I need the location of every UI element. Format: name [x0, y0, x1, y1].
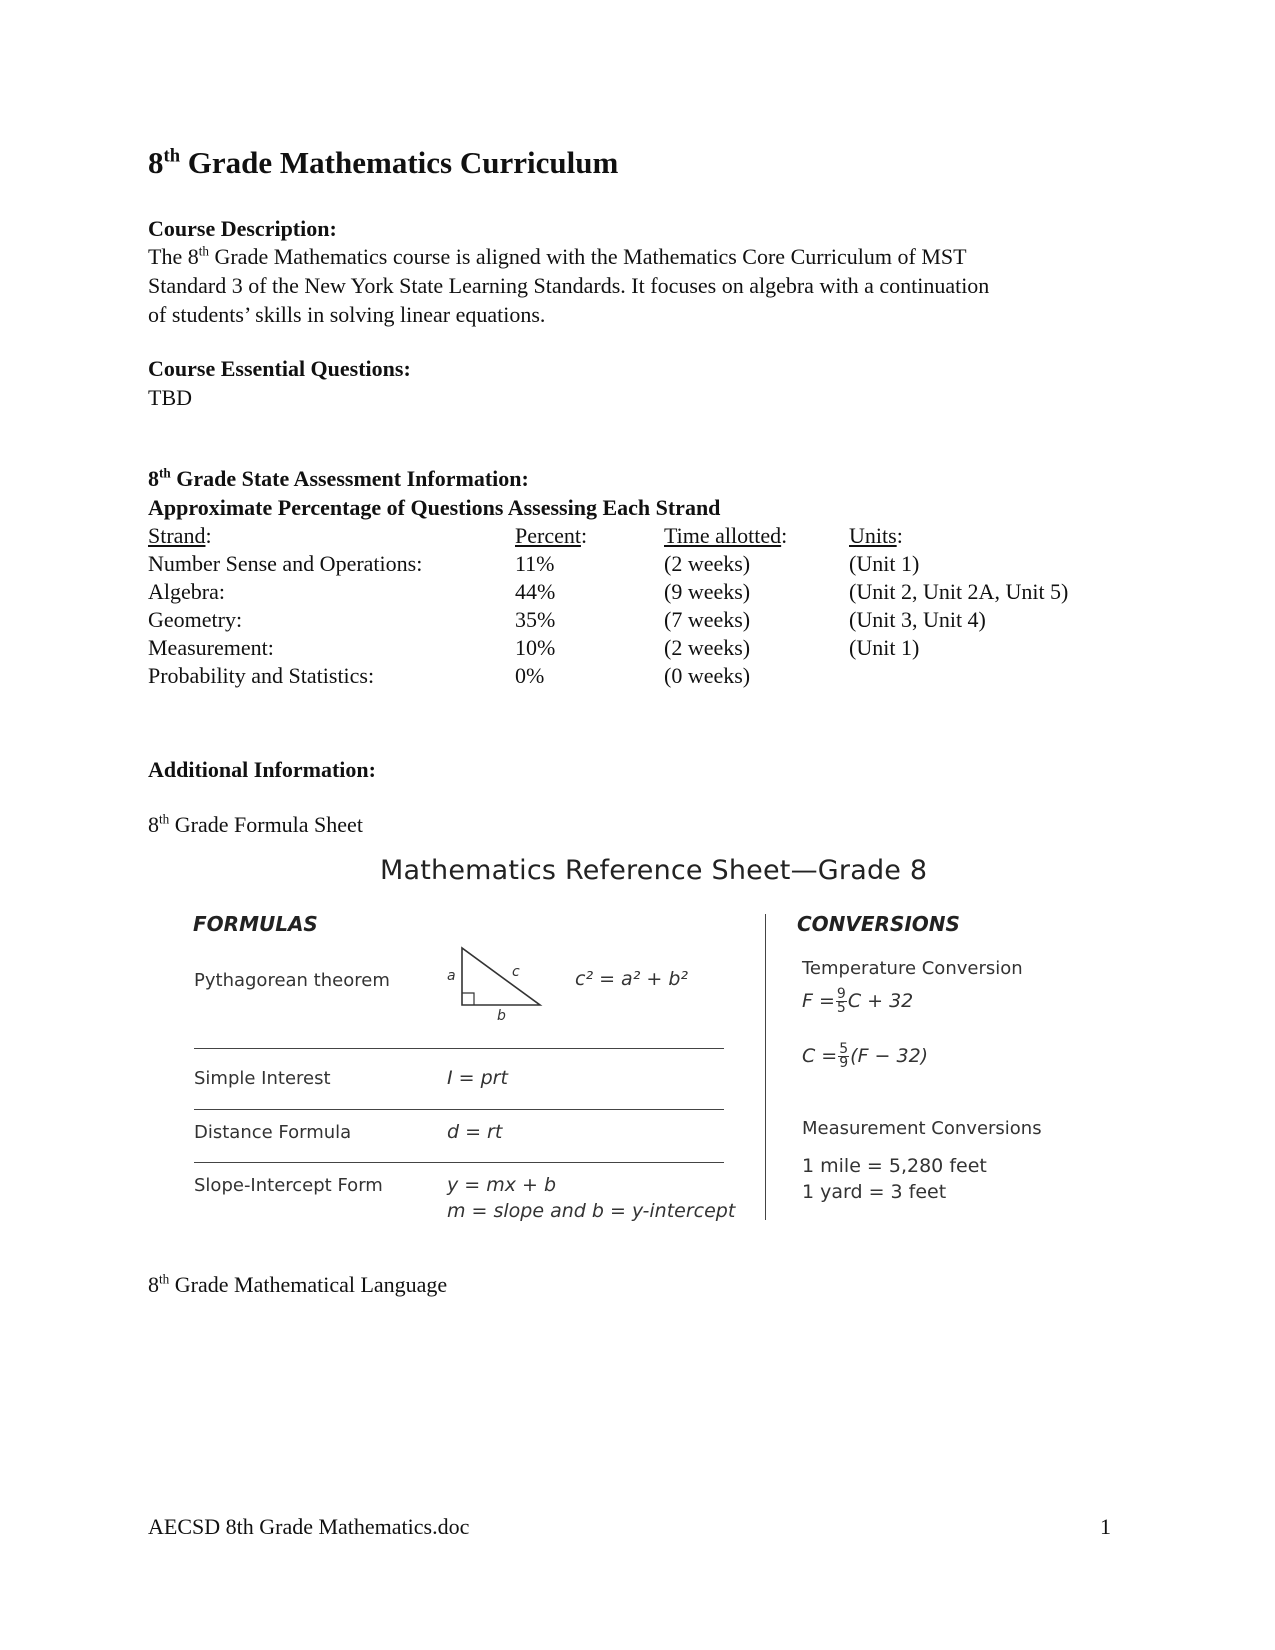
temperature-conversion-heading: Temperature Conversion	[802, 958, 1023, 979]
percent-cell: 10%	[515, 635, 556, 660]
yard-conversion: 1 yard = 3 feet	[802, 1181, 947, 1203]
measurement-conversions-heading: Measurement Conversions	[802, 1118, 1042, 1139]
column-header-percent: Percent:	[515, 523, 588, 548]
column-header-units: Units:	[849, 523, 903, 548]
column-header-time: Time allotted:	[664, 523, 788, 548]
distance-formula: d = rt	[447, 1121, 503, 1143]
time-cell: (0 weeks)	[664, 663, 751, 688]
time-cell: (2 weeks)	[664, 551, 751, 576]
course-description-heading: Course Description:	[148, 216, 337, 241]
units-cell: (Unit 3, Unit 4)	[849, 607, 986, 632]
slope-intercept-label: Slope-Intercept Form	[194, 1175, 383, 1196]
divider-line	[194, 1048, 724, 1049]
units-cell: (Unit 2, Unit 2A, Unit 5)	[849, 579, 1069, 604]
strand-cell: Probability and Statistics:	[148, 663, 375, 688]
side-b-label: b	[497, 1008, 506, 1020]
fahrenheit-formula: F = $\frac{9}{5}$ C + 32	[802, 986, 914, 1016]
strand-cell: Measurement:	[148, 635, 274, 660]
percent-cell: 11%	[515, 551, 555, 576]
reference-sheet-title: Mathematics Reference Sheet—Grade 8	[380, 855, 928, 886]
conversions-heading: CONVERSIONS	[797, 912, 960, 936]
side-c-label: c	[512, 964, 520, 980]
pythagorean-formula: c² = a² + b²	[575, 968, 688, 990]
fraction-5-9: $\frac{5}{9}$	[839, 1041, 849, 1071]
pythagorean-label: Pythagorean theorem	[194, 970, 390, 991]
percent-cell: 44%	[515, 579, 556, 604]
formula-sheet-label: 8th Grade Formula Sheet	[148, 811, 363, 837]
mile-conversion: 1 mile = 5,280 feet	[802, 1155, 987, 1177]
course-description-line-1: The 8th Grade Mathematics course is aligned with the Mathematics Core Curriculum of MST	[148, 243, 967, 269]
strand-cell: Algebra:	[148, 579, 225, 604]
strand-cell: Number Sense and Operations:	[148, 551, 423, 576]
page-number: 1	[1100, 1514, 1111, 1539]
assessment-subheading: Approximate Percentage of Questions Assessing Each Strand	[148, 495, 721, 520]
course-description-line-2: Standard 3 of the New York State Learning Standards. It focuses on algebra with a continuation	[148, 273, 990, 298]
simple-interest-label: Simple Interest	[194, 1068, 331, 1089]
percent-cell: 0%	[515, 663, 545, 688]
distance-formula-label: Distance Formula	[194, 1122, 352, 1143]
slope-intercept-formula: y = mx + b	[447, 1174, 557, 1196]
mathematical-language-label: 8th Grade Mathematical Language	[148, 1271, 448, 1297]
simple-interest-formula: I = prt	[447, 1067, 508, 1089]
right-triangle-diagram	[445, 940, 545, 1020]
footer-filename: AECSD 8th Grade Mathematics.doc	[148, 1514, 470, 1539]
divider-line	[194, 1162, 724, 1163]
strand-cell: Geometry:	[148, 607, 243, 632]
column-header-strand: Strand:	[148, 523, 212, 548]
course-description-line-3: of students’ skills in solving linear equations.	[148, 302, 546, 327]
slope-intercept-note: m = slope and b = y-intercept	[447, 1200, 736, 1222]
additional-info-heading: Additional Information:	[148, 757, 376, 782]
side-a-label: a	[447, 968, 456, 984]
assessment-heading: 8th Grade State Assessment Information:	[148, 465, 529, 491]
time-cell: (9 weeks)	[664, 579, 751, 604]
column-divider	[765, 914, 766, 1220]
percent-cell: 35%	[515, 607, 556, 632]
time-cell: (7 weeks)	[664, 607, 751, 632]
fraction-9-5: $\frac{9}{5}$	[836, 986, 846, 1016]
celsius-formula: C = $\frac{5}{9}$ (F − 32)	[802, 1041, 929, 1071]
essential-questions-heading: Course Essential Questions:	[148, 356, 411, 381]
formulas-heading: FORMULAS	[193, 912, 318, 936]
units-cell: (Unit 1)	[849, 551, 920, 576]
units-cell: (Unit 1)	[849, 635, 920, 660]
essential-questions-value: TBD	[148, 385, 192, 410]
time-cell: (2 weeks)	[664, 635, 751, 660]
divider-line	[194, 1109, 724, 1110]
page-title: 8th Grade Mathematics Curriculum	[148, 145, 619, 180]
